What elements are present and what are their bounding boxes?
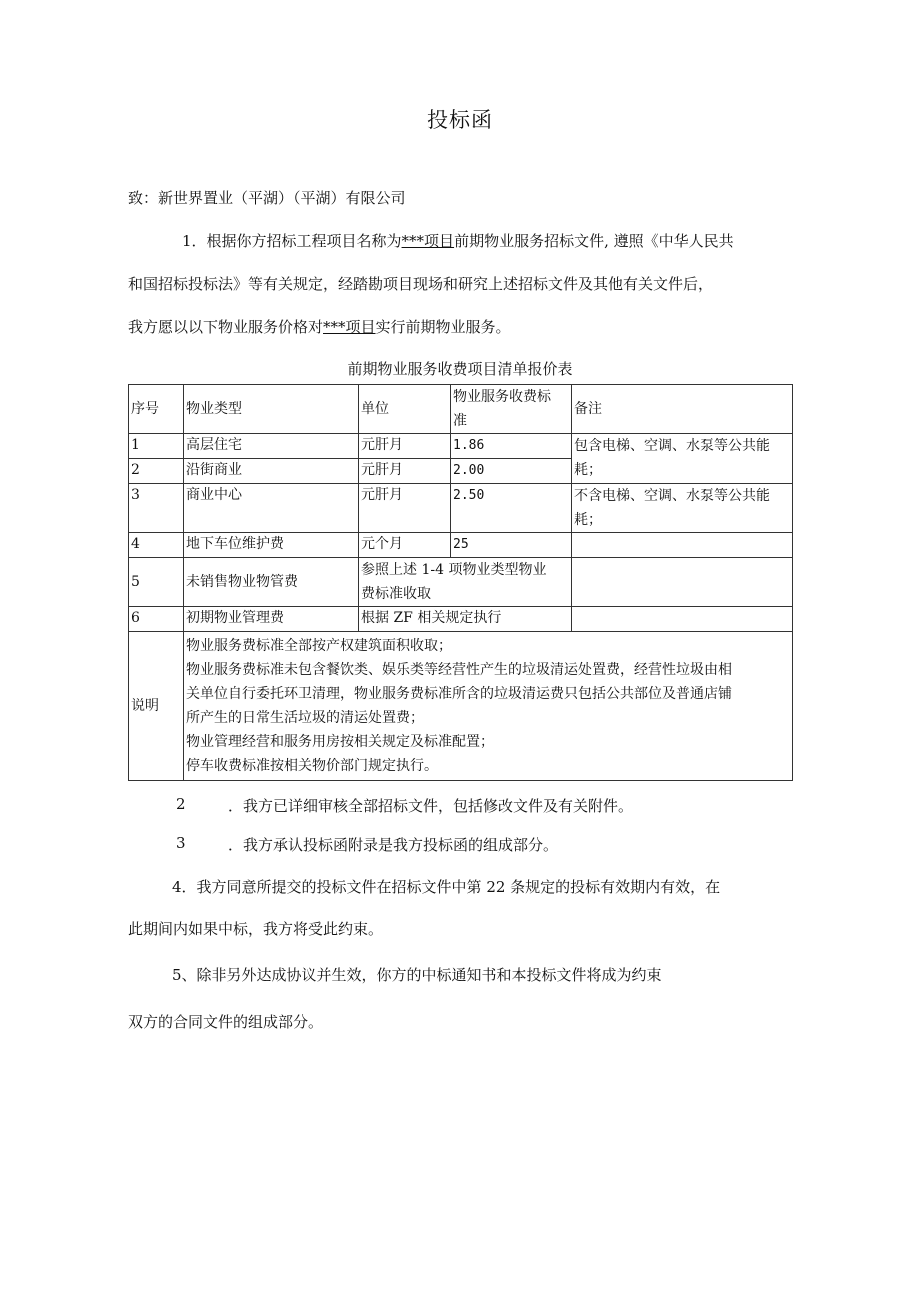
cell-type: 商业中心 (184, 484, 359, 533)
header-seq: 序号 (129, 385, 184, 434)
cell-unit: 元个月 (359, 533, 451, 558)
item2-text: ．我方已详细审核全部招标文件，包括修改文件及有关附件。 (228, 797, 634, 815)
notes-label: 说明 (129, 632, 184, 781)
note-line: 物业管理经营和服务用房按相关规定及标准配置； (186, 734, 494, 750)
header-standard-a: 物业服务收费标 (453, 389, 551, 405)
table-row (129, 533, 793, 558)
table-row (129, 484, 793, 533)
remark-included-a: 包含电梯、空调、水泵等公共能 (574, 438, 770, 454)
cell-price: 1.86 (451, 434, 572, 459)
note-line: 物业服务费标准未包含餐饮类、娱乐类等经营性产生的垃圾清运处置费，经营性垃圾由相 (186, 662, 732, 678)
cell-unit: 元肝月 (359, 459, 451, 484)
reference-b: 费标准收取 (361, 586, 431, 602)
remark-included-b: 耗； (574, 462, 602, 478)
cell-price: 25 (451, 533, 572, 558)
header-unit: 单位 (359, 385, 451, 434)
para1-line3 (128, 316, 511, 337)
table-row (129, 607, 793, 632)
para1-line1-b: 前期物业服务招标文件, 遵照《中华人民共 (454, 232, 734, 250)
item4-line2: 此期间内如果中标，我方将受此约束。 (128, 920, 384, 938)
header-remark: 备注 (572, 385, 793, 434)
header-type: 物业类型 (184, 385, 359, 434)
addressee-line: 致：新世界置业（平湖）（平湖）有限公司 (128, 189, 406, 207)
para1-line2: 和国招标投标法》等有关规定，经踏勘项目现场和研究上述招标文件及其他有关文件后， (128, 275, 714, 293)
note-line: 物业服务费标准全部按产权建筑面积收取； (186, 638, 452, 654)
notes-row (129, 632, 793, 781)
header-standard (451, 385, 572, 434)
para1-line3-a: 我方愿以以下物业服务价格对 (128, 318, 324, 336)
cell-type: 未销售物业物管费 (184, 558, 359, 607)
page-title: 投标函 (427, 108, 493, 132)
cell-remark-excluded (572, 484, 793, 533)
table-header-row (129, 385, 793, 434)
cell-reference (359, 558, 572, 607)
cell-remark-included (572, 434, 793, 484)
cell-type: 沿街商业 (184, 459, 359, 484)
table-row (129, 558, 793, 607)
remark-excluded-b: 耗； (574, 512, 602, 528)
note-line: 所产生的日常生活垃圾的清运处置费； (186, 710, 424, 726)
cell-unit: 元肝月 (359, 434, 451, 459)
cell-price: 2.00 (451, 459, 572, 484)
cell-type: 地下车位维护费 (184, 533, 359, 558)
project-name: ***项目 (323, 318, 376, 336)
table-row (129, 434, 793, 459)
table-caption: 前期物业服务收费项目清单报价表 (347, 360, 573, 378)
cell-type: 初期物业管理费 (184, 607, 359, 632)
cell-remark-empty (572, 533, 793, 558)
cell-seq: 5 (129, 558, 184, 607)
item3-text: ．我方承认投标函附录是我方投标函的组成部分。 (228, 836, 559, 854)
cell-reference: 根据 ZF 相关规定执行 (359, 607, 572, 632)
cell-seq: 4 (129, 533, 184, 558)
reference-a: 参照上述 1-4 项物业类型物业 (361, 562, 547, 578)
item3-number: 3 (176, 834, 186, 852)
cell-remark-empty (572, 558, 793, 607)
quote-table (128, 384, 793, 781)
cell-seq: 6 (129, 607, 184, 632)
cell-seq: 3 (129, 484, 184, 533)
cell-seq: 1 (129, 434, 184, 459)
project-name: ***项目 (401, 232, 455, 250)
remark-excluded-a: 不含电梯、空调、水泵等公共能 (574, 488, 770, 504)
note-line: 关单位自行委托环卫清理，物业服务费标准所含的垃圾清运费只包括公共部位及普通店铺 (186, 686, 732, 702)
para1-line3-b: 实行前期物业服务。 (375, 318, 511, 336)
para1-line1-a: 1．根据你方招标工程项目名称为 (182, 232, 402, 250)
header-standard-b: 准 (453, 413, 467, 429)
item5-line1: 5、除非另外达成协议并生效，你方的中标通知书和本投标文件将成为约束 (172, 966, 662, 984)
item2-number: 2 (176, 795, 186, 813)
para1-line1 (182, 230, 734, 251)
item4-line1: 4．我方同意所提交的投标文件在招标文件中第 22 条规定的投标有效期内有效，在 (172, 878, 721, 896)
cell-type: 高层住宅 (184, 434, 359, 459)
cell-seq: 2 (129, 459, 184, 484)
cell-remark-empty (572, 607, 793, 632)
notes-cell (184, 632, 793, 781)
cell-unit: 元肝月 (359, 484, 451, 533)
note-line: 停车收费标准按相关物价部门规定执行。 (186, 758, 438, 774)
item5-line2: 双方的合同文件的组成部分。 (128, 1013, 324, 1031)
cell-price: 2.50 (451, 484, 572, 533)
